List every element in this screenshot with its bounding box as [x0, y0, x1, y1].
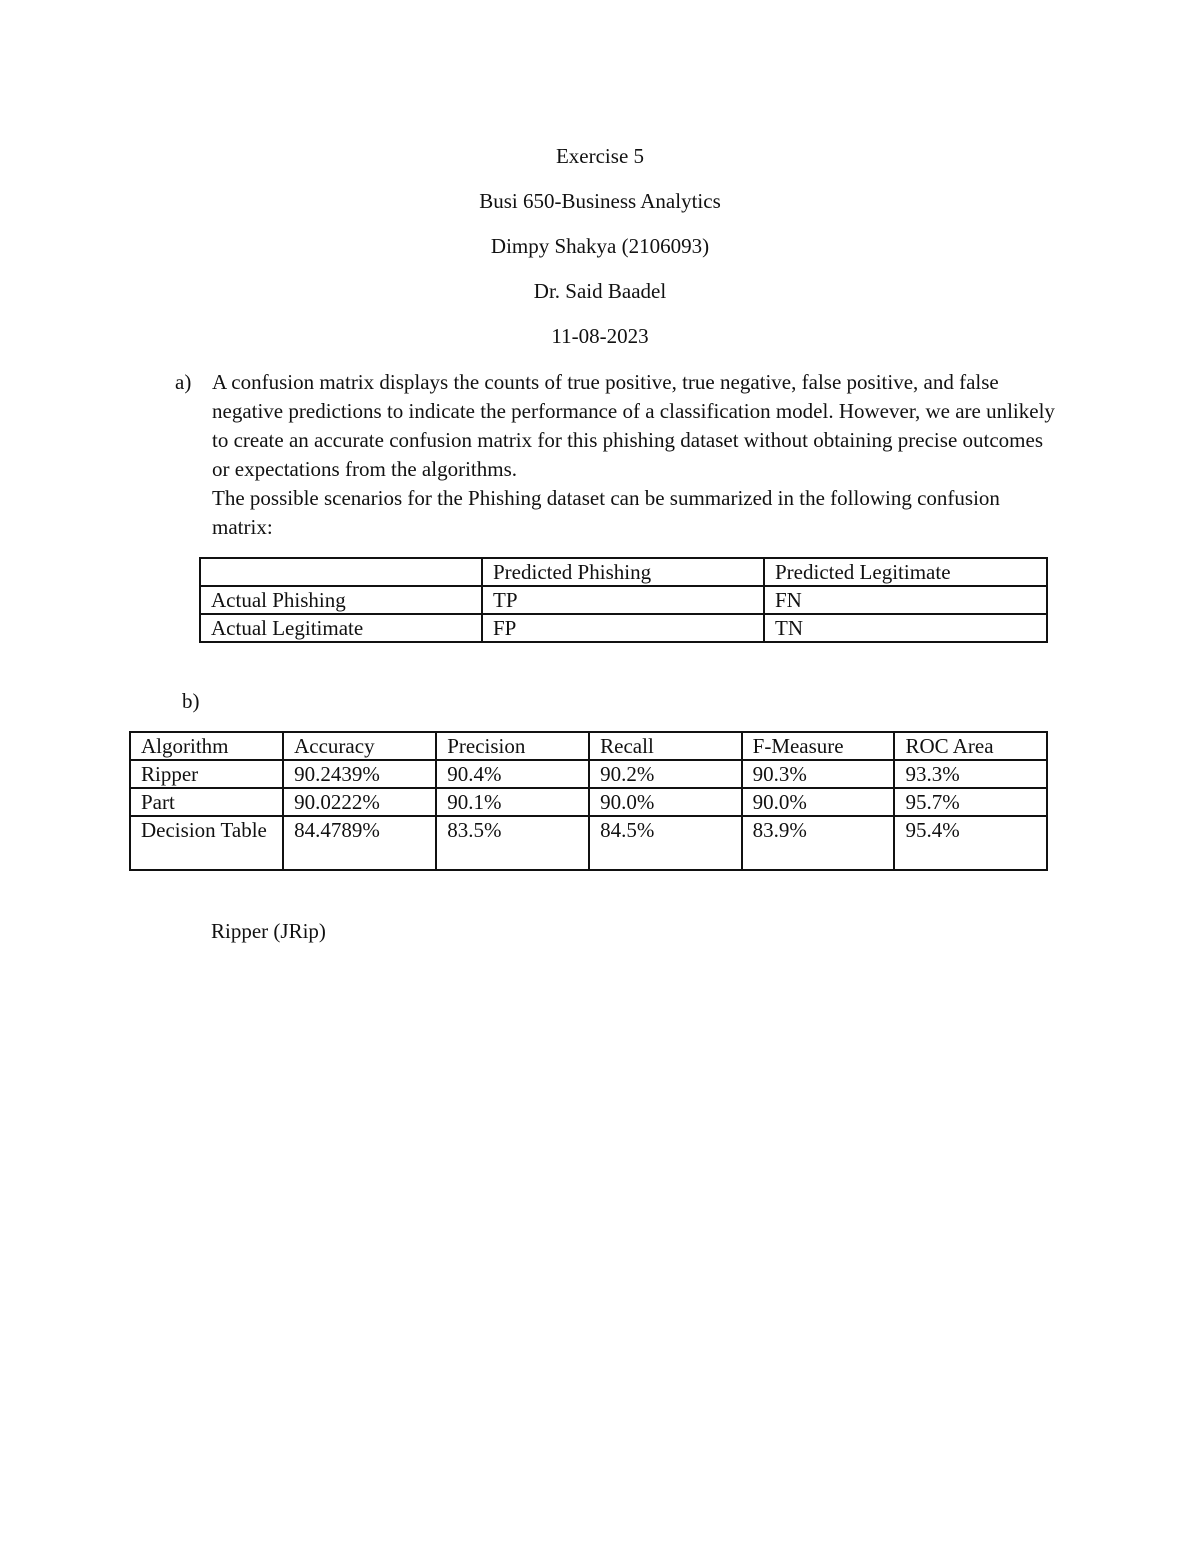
table-cell: 93.3% [894, 760, 1047, 788]
table-cell [200, 558, 482, 586]
table-cell: Actual Phishing [200, 586, 482, 614]
table-cell: 90.0% [589, 788, 741, 816]
algorithm-performance-table [129, 731, 1048, 871]
table-cell: TN [764, 614, 1047, 642]
table-row [200, 586, 1047, 614]
table-cell: Precision [436, 732, 589, 760]
table-cell: Part [130, 788, 283, 816]
section-b-marker: b) [182, 689, 200, 713]
table-header-row [130, 732, 1047, 760]
table-cell: Decision Table [130, 816, 283, 870]
section-a-marker: a) [175, 370, 192, 394]
table-cell: Predicted Phishing [482, 558, 764, 586]
ripper-subheading: Ripper (JRip) [211, 919, 326, 943]
table-cell: 90.1% [436, 788, 589, 816]
table-cell: 95.4% [894, 816, 1047, 870]
table-row [130, 788, 1047, 816]
table-header-row [200, 558, 1047, 586]
table-cell: 84.4789% [283, 816, 436, 870]
table-cell: 90.2% [589, 760, 741, 788]
table-cell: ROC Area [894, 732, 1047, 760]
table-cell: Actual Legitimate [200, 614, 482, 642]
table-cell: TP [482, 586, 764, 614]
table-row [130, 816, 1047, 870]
instructor-name: Dr. Said Baadel [533, 279, 667, 303]
table-cell: Recall [589, 732, 741, 760]
table-row [130, 760, 1047, 788]
table-cell: Algorithm [130, 732, 283, 760]
table-cell: Accuracy [283, 732, 436, 760]
table-cell: 84.5% [589, 816, 741, 870]
table-cell: 83.5% [436, 816, 589, 870]
table-cell: FP [482, 614, 764, 642]
table-cell: 90.0% [742, 788, 895, 816]
table-cell: Predicted Legitimate [764, 558, 1047, 586]
table-cell: 90.3% [742, 760, 895, 788]
section-a-paragraph-1: A confusion matrix displays the counts of true positive, true negative, false positive, and false negative predictions to indicate the performance of a classification model. However, we are unlikely to create an accurate confusion matrix for this phishing dataset without obtaining precise outcomes or expectations from the algorithms. [212, 370, 1055, 481]
table-cell: 90.4% [436, 760, 589, 788]
student-name: Dimpy Shakya (2106093) [490, 234, 710, 258]
section-a [175, 368, 1065, 542]
table-cell: 90.2439% [283, 760, 436, 788]
table-cell: 83.9% [742, 816, 895, 870]
exercise-title: Exercise 5 [555, 144, 645, 168]
confusion-matrix-table [199, 557, 1048, 643]
table-cell: FN [764, 586, 1047, 614]
document-date: 11-08-2023 [551, 324, 649, 348]
table-row [200, 614, 1047, 642]
section-a-paragraph-2: The possible scenarios for the Phishing dataset can be summarized in the following confusion matrix: [212, 486, 1000, 539]
table-cell: 90.0222% [283, 788, 436, 816]
course-name: Busi 650-Business Analytics [479, 189, 721, 213]
table-cell: Ripper [130, 760, 283, 788]
table-cell: 95.7% [894, 788, 1047, 816]
table-cell: F-Measure [742, 732, 895, 760]
